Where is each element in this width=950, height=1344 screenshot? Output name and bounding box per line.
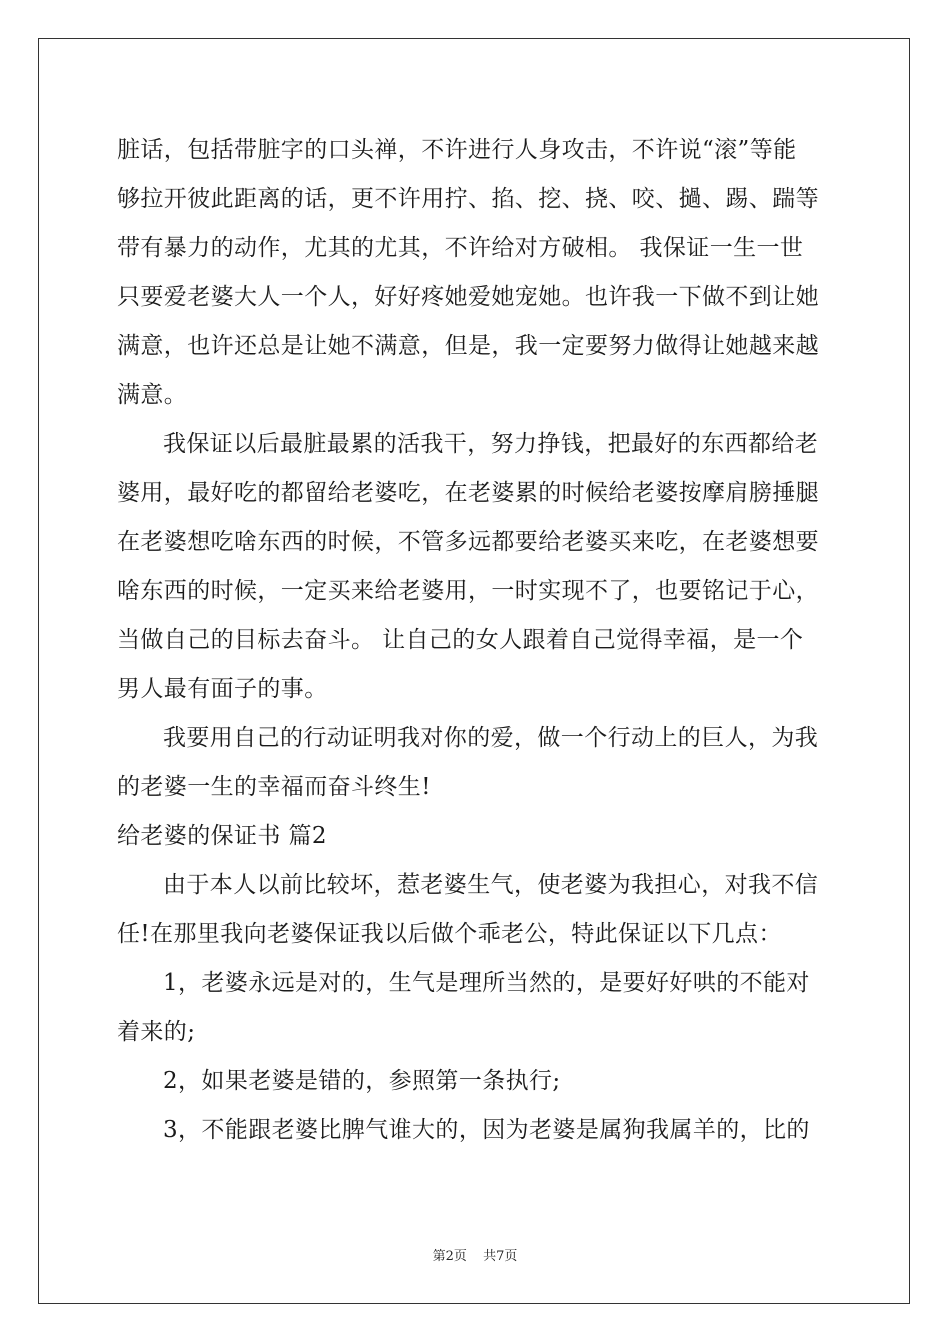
text-line: 脏话，包括带脏字的口头禅，不许进行人身攻击，不许说“滚”等能 — [117, 137, 797, 163]
text-line: 着来的; — [117, 1019, 196, 1045]
paragraph-start: 由于本人以前比较坏，惹老婆生气，使老婆为我担心，对我不信 — [163, 872, 819, 898]
page-footer — [0, 1245, 950, 1264]
list-item: 3，不能跟老婆比脾气谁大的，因为老婆是属狗我属羊的，比的 — [163, 1117, 810, 1143]
page-total: 共7页 — [483, 1249, 518, 1264]
text-line: 在老婆想吃啥东西的时候，不管多远都要给老婆买来吃，在老婆想要 — [117, 529, 819, 555]
text-line: 够拉开彼此距离的话，更不许用拧、掐、挖、挠、咬、撾、踢、踹等 — [117, 186, 819, 212]
text-line: 男人最有面子的事。 — [117, 676, 328, 702]
section-heading: 给老婆的保证书 篇2 — [117, 823, 327, 849]
text-line: 当做自己的目标去奋斗。 让自己的女人跟着自己觉得幸福，是一个 — [117, 627, 804, 653]
paragraph-start: 我保证以后最脏最累的活我干，努力挣钱，把最好的东西都给老 — [163, 431, 819, 457]
text-line: 婆用，最好吃的都留给老婆吃，在老婆累的时候给老婆按摩肩膀捶腿 — [117, 480, 819, 506]
text-line: 带有暴力的动作，尤其的尤其，不许给对方破相。 我保证一生一世 — [117, 235, 804, 261]
text-line: 啥东西的时候，一定买来给老婆用，一时实现不了，也要铭记于心， — [117, 578, 819, 604]
text-line: 只要爱老婆大人一个人，好好疼她爱她宠她。也许我一下做不到让她 — [117, 284, 819, 310]
paragraph-start: 我要用自己的行动证明我对你的爱，做一个行动上的巨人，为我 — [163, 725, 819, 751]
text-line: 任!在那里我向老婆保证我以后做个乖老公，特此保证以下几点： — [117, 921, 782, 947]
document-body — [117, 130, 833, 1159]
text-line: 的老婆一生的幸福而奋斗终生! — [117, 774, 431, 800]
page-number: 第2页 — [432, 1249, 467, 1264]
list-item: 2，如果老婆是错的，参照第一条执行; — [163, 1068, 561, 1094]
text-line: 满意，也许还总是让她不满意，但是，我一定要努力做得让她越来越 — [117, 333, 819, 359]
text-line: 满意。 — [117, 382, 188, 408]
list-item: 1，老婆永远是对的，生气是理所当然的，是要好好哄的不能对 — [163, 970, 810, 996]
